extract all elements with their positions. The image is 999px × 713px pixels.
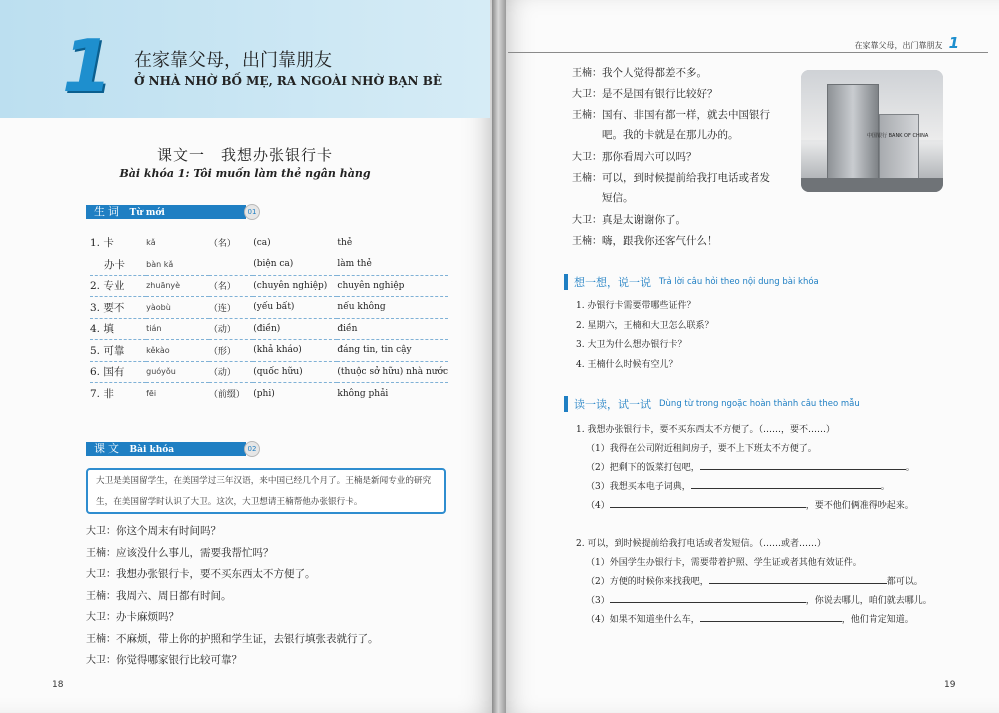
- utterance: 真是太谢谢你了。: [602, 214, 686, 226]
- fill-line: （4） ，要不他们俩准得吵起来。: [586, 501, 914, 511]
- vocab-hanviet: (ca): [253, 237, 271, 248]
- book-spine: [492, 0, 506, 713]
- speaker: 王楠：: [572, 236, 602, 247]
- vocab-pos: （连）: [209, 297, 253, 319]
- vocab-pos: [209, 254, 253, 276]
- dialog-line: [572, 232, 770, 253]
- vocab-row: 3. 要不 yàobù （连） (yếu bất) nếu không: [90, 297, 448, 319]
- fill-line: （2）把剩下的饭菜打包吧， 。: [586, 463, 915, 473]
- vocab-table: [90, 232, 448, 404]
- audio-cd-icon[interactable]: 01: [244, 204, 260, 220]
- text-section-label-vi: Bài khóa: [129, 445, 175, 455]
- utterance: 你觉得哪家银行比较可靠？: [116, 654, 242, 666]
- fill-line: （2）方便的时候你来找我吧， 都可以。: [586, 577, 923, 587]
- vocab-row: 4. 填 tián （动） (điền) điền: [90, 318, 448, 340]
- utterance: 吧。我的卡就是在那儿办的。: [602, 129, 739, 141]
- utterance: 不麻烦，带上你的护照和学生证，去银行填张表就行了。: [116, 632, 379, 645]
- question: 3. 大卫为什么想办银行卡？: [576, 340, 687, 350]
- fill-line: （4）如果不知道坐什么车， ，他们肯定知道。: [586, 615, 914, 625]
- vocab-meaning: chuyên nghiệp: [337, 275, 448, 297]
- vocab-pinyin: tián: [146, 318, 209, 340]
- vocab-meaning: đáng tin, tin cậy: [337, 340, 448, 362]
- exercise-item-head: 1. 我想办张银行卡，要不买东西太不方便了。（……，要不……）: [576, 425, 835, 435]
- vocab-word: 卡: [103, 237, 114, 250]
- vocab-pos: （形）: [209, 340, 253, 362]
- utterance: 我个人觉得都差不多。: [602, 67, 707, 79]
- audio-cd-icon[interactable]: 02: [244, 441, 260, 457]
- answer-blank[interactable]: [700, 613, 842, 622]
- dialog-line: [86, 651, 466, 673]
- vocab-row: 5. 可靠 kěkào （形） (khả kháo) đáng tin, tin cậy: [90, 340, 448, 362]
- building-annex: [879, 114, 919, 180]
- answer-blank[interactable]: [691, 480, 881, 489]
- speaker: 大卫：: [572, 215, 602, 226]
- vocab-meaning: không phải: [337, 388, 389, 399]
- vocab-word: 可靠: [103, 344, 125, 357]
- speaker: 大卫：: [86, 526, 116, 537]
- speaker: 大卫：: [86, 655, 116, 666]
- answer-blank[interactable]: [610, 594, 806, 603]
- speaker: 大卫：: [86, 612, 116, 623]
- speaker: 王楠：: [86, 633, 116, 645]
- utterance: 可以，到时候提前给我打电话或者发: [602, 172, 770, 184]
- vocab-meaning: nếu không: [337, 297, 448, 319]
- vocab-row: 2. 专业 zhuānyè （名） (chuyên nghiệp) chuyên nghiệp: [90, 275, 448, 297]
- exercise-2-item-2: [576, 536, 932, 631]
- dialog-line: [572, 148, 770, 169]
- vocab-word: 专业: [103, 280, 125, 293]
- utterance: 是不是国有银行比较好？: [602, 88, 718, 100]
- vocab-pinyin: yàobù: [146, 297, 209, 319]
- dialog-line: [572, 211, 770, 232]
- vocab-meaning: làm thẻ: [337, 254, 448, 276]
- dialog-line: [86, 608, 466, 630]
- left-page: [0, 0, 498, 713]
- speaker: 王楠：: [572, 110, 602, 121]
- dialog-line: [86, 587, 466, 609]
- dialog-line: [572, 169, 770, 190]
- intro-box: 大卫是美国留学生，在美国学过三年汉语，来中国已经几个月了。王楠是新闻专业的研究生，在美国留学时认识了大卫。这次，大卫想请王楠帮他办张银行卡。: [86, 468, 446, 514]
- vocab-pos: （动）: [209, 361, 253, 383]
- dialog-line: [572, 127, 770, 148]
- dialog-line: [572, 106, 770, 127]
- exercise-2-header: [564, 396, 860, 412]
- question: 2. 星期六，王楠和大卫怎么联系？: [576, 320, 714, 331]
- running-head-number: 1: [948, 34, 959, 52]
- exercise-1-header: [564, 274, 819, 290]
- vocab-pos: （名）: [209, 275, 253, 297]
- vocab-section-tag: [86, 205, 257, 219]
- vocab-hanviet: (điền): [253, 318, 337, 340]
- vocab-word: 填: [103, 323, 114, 336]
- vocab-row: 6. 国有 guóyǒu （动） (quốc hữu) (thuộc sở hữu) nhà nước: [90, 361, 448, 383]
- vocab-pinyin: guóyǒu: [146, 361, 209, 383]
- right-page: [498, 0, 999, 713]
- vocab-pinyin: zhuānyè: [146, 275, 209, 297]
- vocab-pos: （动）: [209, 318, 253, 340]
- speaker: 王楠：: [86, 547, 116, 559]
- speaker: 王楠：: [572, 173, 602, 184]
- vocab-pinyin: fēi: [146, 389, 157, 398]
- lesson-title-vietnamese: Ở NHÀ NHỜ BỐ MẸ, RA NGOÀI NHỜ BẠN BÈ: [134, 74, 442, 88]
- speaker: 王楠：: [86, 590, 116, 602]
- speaker: 王楠：: [572, 68, 602, 79]
- example-sentence: （1）我得在公司附近租间房子，要不上下班太不方便了。: [586, 444, 817, 454]
- vocab-hanviet: (chuyên nghiệp): [253, 275, 337, 297]
- vocab-hanviet: (khả kháo): [253, 340, 337, 362]
- vocab-meaning: điền: [337, 318, 448, 340]
- exercise-1-instruction: Trả lời câu hỏi theo nội dung bài khóa: [659, 277, 819, 287]
- vocab-meaning: thẻ: [337, 237, 353, 248]
- dialog-line: [572, 190, 770, 211]
- vocab-row: 7. 非 fēi （前缀） (phi) không phải: [90, 383, 448, 405]
- question-list: [576, 298, 713, 376]
- lesson-number: 1: [62, 24, 113, 108]
- answer-blank[interactable]: [700, 461, 906, 470]
- fill-line: （3） ，你说去哪儿，咱们就去哪儿。: [586, 596, 932, 606]
- question: 1. 办银行卡需要带哪些证件？: [576, 301, 696, 311]
- header-rule: [508, 52, 988, 53]
- answer-blank[interactable]: [610, 499, 806, 508]
- exercise-item-head: 2. 可以，到时候提前给我打电话或者发短信。（……或者……）: [576, 539, 826, 549]
- exercise-2-instruction: Dùng từ trong ngoặc hoàn thành câu theo mẫu: [659, 399, 860, 409]
- utterance: 嗨，跟我你还客气什么！: [602, 235, 718, 247]
- vocab-row: 1. 卡 kǎ （名） (ca) thẻ: [90, 232, 448, 254]
- vocab-pinyin: kěkào: [146, 340, 209, 362]
- vocab-hanviet: (biện ca): [253, 254, 337, 276]
- dialog-left: [86, 522, 466, 673]
- text-section-label: 课文: [94, 442, 122, 455]
- vocab-row: [90, 254, 448, 276]
- running-head: [855, 34, 959, 52]
- utterance: 我周六、周日都有时间。: [116, 589, 232, 602]
- utterance: 那你看周六可以吗？: [602, 151, 697, 163]
- bank-of-china-photo: [801, 70, 943, 192]
- text-title-chinese: 课文一 我想办张银行卡: [156, 146, 333, 164]
- speaker: 大卫：: [86, 569, 116, 580]
- fill-line: （3）我想买本电子词典， 。: [586, 482, 890, 492]
- vocab-word: 办卡: [104, 258, 125, 271]
- exercise-2-title: 读一读，试一试: [574, 398, 651, 411]
- running-head-title: 在家靠父母，出门靠朋友: [854, 41, 943, 50]
- vocab-section-label-vi: Từ mới: [129, 208, 165, 218]
- dialog-line: [86, 544, 466, 566]
- dialog-line: [86, 630, 466, 652]
- vocab-pos: （前缀）: [208, 390, 245, 400]
- dialog-line: [572, 64, 770, 85]
- vocab-word: 要不: [103, 301, 125, 314]
- bank-sign: 中国银行 BANK OF CHINA: [867, 133, 929, 139]
- lesson-title-chinese: 在家靠父母，出门靠朋友: [134, 50, 332, 71]
- utterance: 办卡麻烦吗？: [116, 611, 179, 623]
- speaker: 大卫：: [572, 89, 602, 100]
- utterance: 应该没什么事儿，需要我帮忙吗？: [116, 546, 274, 559]
- speaker: 大卫：: [572, 152, 602, 163]
- utterance: 我想办张银行卡，要不买东西太不方便了。: [116, 568, 316, 580]
- text-section-tag: [86, 442, 257, 456]
- vocab-word: 非: [103, 388, 114, 400]
- dialog-line: [572, 85, 770, 106]
- utterance: 国有、非国有都一样，就去中国银行: [602, 109, 770, 121]
- text-title-vietnamese: Bài khóa 1: Tôi muốn làm thẻ ngân hàng: [119, 167, 371, 180]
- vocab-meaning: (thuộc sở hữu) nhà nước: [337, 361, 448, 383]
- utterance: 你这个周末有时间吗？: [116, 525, 221, 537]
- dialog-line: [86, 565, 466, 587]
- vocab-word: 国有: [103, 366, 125, 379]
- page-number-left: 18: [52, 680, 64, 690]
- lesson-header-band: [0, 0, 490, 118]
- answer-blank[interactable]: [709, 575, 887, 584]
- vocab-pinyin: kǎ: [146, 238, 156, 248]
- vocab-hanviet: (phi): [253, 388, 275, 399]
- vocab-hanviet: (quốc hữu): [253, 361, 337, 383]
- question: 4. 王楠什么时候有空儿？: [576, 359, 678, 370]
- vocab-section-label: 生词: [94, 205, 122, 218]
- exercise-1-title: 想一想，说一说: [574, 276, 651, 289]
- dialog-right: [572, 64, 770, 253]
- vocab-hanviet: (yếu bất): [253, 297, 337, 319]
- exercise-2-item-1: [576, 422, 915, 517]
- page-number-right: 19: [944, 680, 956, 690]
- vocab-pos: （名）: [208, 239, 236, 250]
- example-sentence: （1）外国学生办银行卡，需要带着护照、学生证或者其他有效证件。: [586, 558, 862, 568]
- vocab-pinyin: bàn kǎ: [146, 254, 209, 276]
- dialog-line: [86, 522, 466, 544]
- utterance: 短信。: [602, 192, 634, 204]
